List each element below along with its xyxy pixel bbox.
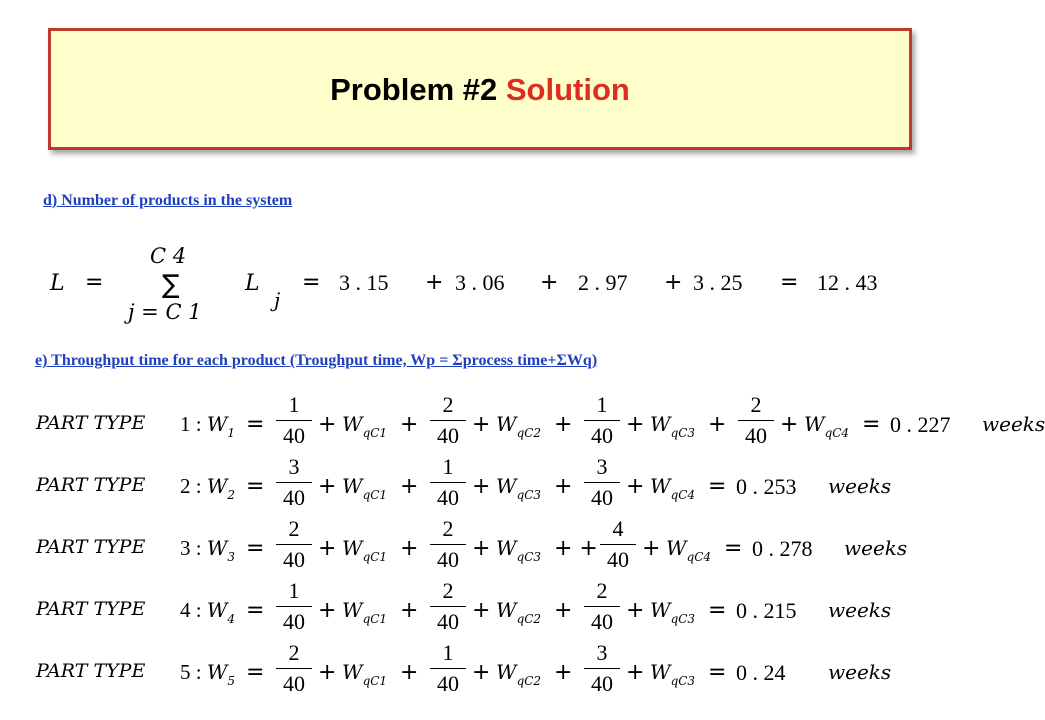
equals-sign: = bbox=[246, 474, 265, 499]
fraction-numerator: 4 bbox=[612, 516, 624, 541]
fraction-bar bbox=[276, 482, 312, 483]
wait-time-term: $W_{qC3}$ bbox=[496, 474, 542, 502]
fraction-numerator: 1 bbox=[288, 392, 300, 417]
wait-time-subscript: qC2 bbox=[516, 612, 542, 626]
wait-time-subscript: qC1 bbox=[362, 426, 388, 440]
fraction-denominator: 40 bbox=[437, 423, 459, 448]
result-value: 0 . 24 bbox=[736, 660, 786, 685]
plus-sign: + bbox=[626, 598, 645, 623]
fraction-numerator: 3 bbox=[596, 454, 608, 479]
wait-time-subscript: qC1 bbox=[362, 674, 388, 688]
equals-sign: = bbox=[708, 660, 727, 685]
equals-sign: = bbox=[708, 598, 727, 623]
plus-sign: + bbox=[472, 536, 491, 561]
fraction-denominator: 40 bbox=[283, 609, 305, 634]
fraction bbox=[428, 392, 468, 449]
plus-sign: + bbox=[400, 660, 419, 685]
plus-sign: + bbox=[472, 598, 491, 623]
fraction-denominator: 40 bbox=[591, 485, 613, 510]
result-value: 0 . 278 bbox=[752, 536, 813, 561]
unit-label: weeks bbox=[828, 474, 892, 498]
fraction bbox=[736, 392, 776, 449]
plus-sign: + bbox=[626, 660, 645, 685]
part-type-label: PART TYPE bbox=[36, 474, 146, 496]
part-index: 3 : $W_3$ bbox=[180, 536, 236, 564]
fraction bbox=[274, 392, 314, 449]
plus-sign: + bbox=[554, 412, 573, 437]
wait-time-term: $W_{qC1}$ bbox=[342, 536, 388, 564]
slide-title bbox=[0, 70, 960, 110]
wait-time-subscript: qC3 bbox=[670, 612, 696, 626]
fraction bbox=[582, 454, 622, 511]
wait-time-term: $W_{qC3}$ bbox=[650, 412, 696, 440]
plus-sign: + bbox=[472, 660, 491, 685]
wait-time-term: $W_{qC4}$ bbox=[650, 474, 696, 502]
w-subscript: 2 bbox=[227, 488, 236, 502]
plus-sign: + + bbox=[554, 536, 598, 561]
fraction-denominator: 40 bbox=[283, 671, 305, 696]
equals-sign-2: = bbox=[302, 270, 321, 295]
fraction-bar bbox=[276, 420, 312, 421]
wait-time-term: $W_{qC1}$ bbox=[342, 660, 388, 688]
unit-label: weeks bbox=[828, 660, 892, 684]
fraction bbox=[428, 640, 468, 697]
result-value: 0 . 215 bbox=[736, 598, 797, 623]
fraction-bar bbox=[276, 544, 312, 545]
plus-sign: + bbox=[708, 412, 727, 437]
wait-time-term: $W_{qC1}$ bbox=[342, 598, 388, 626]
fraction-bar bbox=[584, 668, 620, 669]
plus-1: + bbox=[425, 270, 444, 295]
term-L: L bbox=[245, 271, 260, 296]
unit-label: weeks bbox=[828, 598, 892, 622]
w-subscript: 1 bbox=[227, 426, 236, 440]
fraction-denominator: 40 bbox=[591, 609, 613, 634]
fraction bbox=[274, 454, 314, 511]
part-type-label: PART TYPE bbox=[36, 536, 146, 558]
part-number: 1 : bbox=[180, 412, 207, 436]
fraction-bar bbox=[276, 606, 312, 607]
wait-time-subscript: qC1 bbox=[362, 550, 388, 564]
fraction-bar bbox=[584, 482, 620, 483]
plus-sign: + bbox=[472, 474, 491, 499]
fraction-numerator: 2 bbox=[442, 516, 454, 541]
equals-sign: = bbox=[246, 412, 265, 437]
section-d-heading: d) Number of products in the system bbox=[43, 192, 293, 209]
fraction-denominator: 40 bbox=[437, 485, 459, 510]
equals-sign: = bbox=[85, 270, 104, 295]
equals-sign: = bbox=[246, 536, 265, 561]
fraction-bar bbox=[600, 544, 636, 545]
wait-time-subscript: qC4 bbox=[670, 488, 696, 502]
plus-sign: + bbox=[400, 598, 419, 623]
wait-time-subscript: qC3 bbox=[516, 550, 542, 564]
term-subscript-j: j bbox=[274, 288, 281, 312]
lhs-L: L bbox=[50, 271, 65, 296]
fraction-numerator: 2 bbox=[442, 578, 454, 603]
result-value: 0 . 227 bbox=[890, 412, 951, 437]
fraction bbox=[274, 516, 314, 573]
wait-time-term: $W_{qC1}$ bbox=[342, 474, 388, 502]
plus-sign: + bbox=[400, 474, 419, 499]
fraction-numerator: 1 bbox=[596, 392, 608, 417]
fraction bbox=[428, 578, 468, 635]
plus-sign: + bbox=[318, 660, 337, 685]
fraction-numerator: 2 bbox=[288, 516, 300, 541]
fraction-numerator: 3 bbox=[596, 640, 608, 665]
fraction-numerator: 1 bbox=[288, 578, 300, 603]
plus-sign: + bbox=[642, 536, 661, 561]
equals-sign: = bbox=[246, 660, 265, 685]
wait-time-term: $W_{qC2}$ bbox=[496, 598, 542, 626]
wait-time-subscript: qC2 bbox=[516, 426, 542, 440]
plus-sign: + bbox=[626, 474, 645, 499]
fraction-numerator: 2 bbox=[750, 392, 762, 417]
wait-time-subscript: qC3 bbox=[670, 674, 696, 688]
fraction bbox=[274, 578, 314, 635]
fraction-denominator: 40 bbox=[283, 485, 305, 510]
fraction-denominator: 40 bbox=[745, 423, 767, 448]
part-index: 2 : $W_2$ bbox=[180, 474, 236, 502]
wait-time-term: $W_{qC3}$ bbox=[496, 536, 542, 564]
wait-time-subscript: qC1 bbox=[362, 488, 388, 502]
plus-sign: + bbox=[318, 536, 337, 561]
plus-sign: + bbox=[554, 474, 573, 499]
unit-label: weeks bbox=[844, 536, 908, 560]
fraction-numerator: 1 bbox=[442, 640, 454, 665]
result-value: 0 . 253 bbox=[736, 474, 797, 499]
plus-sign: + bbox=[318, 474, 337, 499]
fraction-denominator: 40 bbox=[591, 423, 613, 448]
fraction-denominator: 40 bbox=[437, 609, 459, 634]
fraction-bar bbox=[276, 668, 312, 669]
equals-sign: = bbox=[246, 598, 265, 623]
fraction bbox=[582, 392, 622, 449]
fraction-denominator: 40 bbox=[283, 547, 305, 572]
fraction-numerator: 2 bbox=[442, 392, 454, 417]
fraction-bar bbox=[738, 420, 774, 421]
fraction bbox=[428, 516, 468, 573]
wait-time-subscript: qC1 bbox=[362, 612, 388, 626]
fraction-denominator: 40 bbox=[437, 547, 459, 572]
fraction-numerator: 2 bbox=[288, 640, 300, 665]
fraction-denominator: 40 bbox=[283, 423, 305, 448]
wait-time-subscript: qC3 bbox=[516, 488, 542, 502]
equals-sign: = bbox=[708, 474, 727, 499]
result-value: 12 . 43 bbox=[817, 270, 878, 295]
plus-sign: + bbox=[318, 412, 337, 437]
part-type-label: PART TYPE bbox=[36, 412, 146, 434]
fraction bbox=[582, 640, 622, 697]
equals-sign: = bbox=[724, 536, 743, 561]
section-e-heading: e) Throughput time for each product (Troughput time, Wp = Σprocess time+ΣWq) bbox=[35, 352, 598, 369]
equals-sign-3: = bbox=[780, 270, 799, 295]
plus-sign: + bbox=[400, 412, 419, 437]
fraction-bar bbox=[430, 606, 466, 607]
fraction bbox=[274, 640, 314, 697]
wait-time-term: $W_{qC3}$ bbox=[650, 598, 696, 626]
wait-time-term: $W_{qC4}$ bbox=[666, 536, 712, 564]
fraction-numerator: 1 bbox=[442, 454, 454, 479]
unit-label: weeks bbox=[982, 412, 1045, 436]
fraction-denominator: 40 bbox=[607, 547, 629, 572]
title-main: Problem #2 bbox=[330, 72, 506, 107]
equals-sign: = bbox=[862, 412, 881, 437]
part-type-label: PART TYPE bbox=[36, 660, 146, 682]
value-1: 3 . 15 bbox=[339, 270, 389, 295]
plus-sign: + bbox=[318, 598, 337, 623]
plus-sign: + bbox=[554, 598, 573, 623]
fraction-bar bbox=[430, 544, 466, 545]
part-index: 1 : $W_1$ bbox=[180, 412, 236, 440]
wait-time-term: $W_{qC1}$ bbox=[342, 412, 388, 440]
fraction-numerator: 3 bbox=[288, 454, 300, 479]
part-number: 3 : bbox=[180, 536, 207, 560]
sum-upper-limit: C 4 bbox=[150, 244, 187, 268]
fraction-bar bbox=[430, 482, 466, 483]
w-subscript: 5 bbox=[227, 674, 236, 688]
w-subscript: 4 bbox=[227, 612, 236, 626]
value-3: 2 . 97 bbox=[578, 270, 628, 295]
fraction-denominator: 40 bbox=[591, 671, 613, 696]
fraction-bar bbox=[430, 668, 466, 669]
wait-time-subscript: qC2 bbox=[516, 674, 542, 688]
value-2: 3 . 06 bbox=[455, 270, 505, 295]
wait-time-term: $W_{qC3}$ bbox=[650, 660, 696, 688]
plus-3: + bbox=[664, 270, 683, 295]
plus-sign: + bbox=[780, 412, 799, 437]
part-number: 2 : bbox=[180, 474, 207, 498]
fraction-denominator: 40 bbox=[437, 671, 459, 696]
fraction bbox=[598, 516, 638, 573]
title-accent: Solution bbox=[505, 72, 630, 107]
wait-time-subscript: qC4 bbox=[824, 426, 850, 440]
plus-2: + bbox=[540, 270, 559, 295]
w-subscript: 3 bbox=[227, 550, 236, 564]
plus-sign: + bbox=[554, 660, 573, 685]
fraction-numerator: 2 bbox=[596, 578, 608, 603]
wait-time-subscript: qC3 bbox=[670, 426, 696, 440]
sum-lower-limit: j = C 1 bbox=[128, 300, 202, 324]
plus-sign: + bbox=[472, 412, 491, 437]
part-index: 5 : $W_5$ bbox=[180, 660, 236, 688]
wait-time-term: $W_{qC4}$ bbox=[804, 412, 850, 440]
wait-time-term: $W_{qC2}$ bbox=[496, 412, 542, 440]
part-number: 5 : bbox=[180, 660, 207, 684]
wait-time-term: $W_{qC2}$ bbox=[496, 660, 542, 688]
wait-time-subscript: qC4 bbox=[686, 550, 712, 564]
part-type-label: PART TYPE bbox=[36, 598, 146, 620]
plus-sign: + bbox=[626, 412, 645, 437]
fraction-bar bbox=[584, 606, 620, 607]
fraction-bar bbox=[584, 420, 620, 421]
fraction bbox=[428, 454, 468, 511]
sum-symbol: ∑ bbox=[162, 270, 180, 300]
value-4: 3 . 25 bbox=[693, 270, 743, 295]
part-index: 4 : $W_4$ bbox=[180, 598, 236, 626]
plus-sign: + bbox=[400, 536, 419, 561]
fraction-bar bbox=[430, 420, 466, 421]
part-number: 4 : bbox=[180, 598, 207, 622]
fraction bbox=[582, 578, 622, 635]
